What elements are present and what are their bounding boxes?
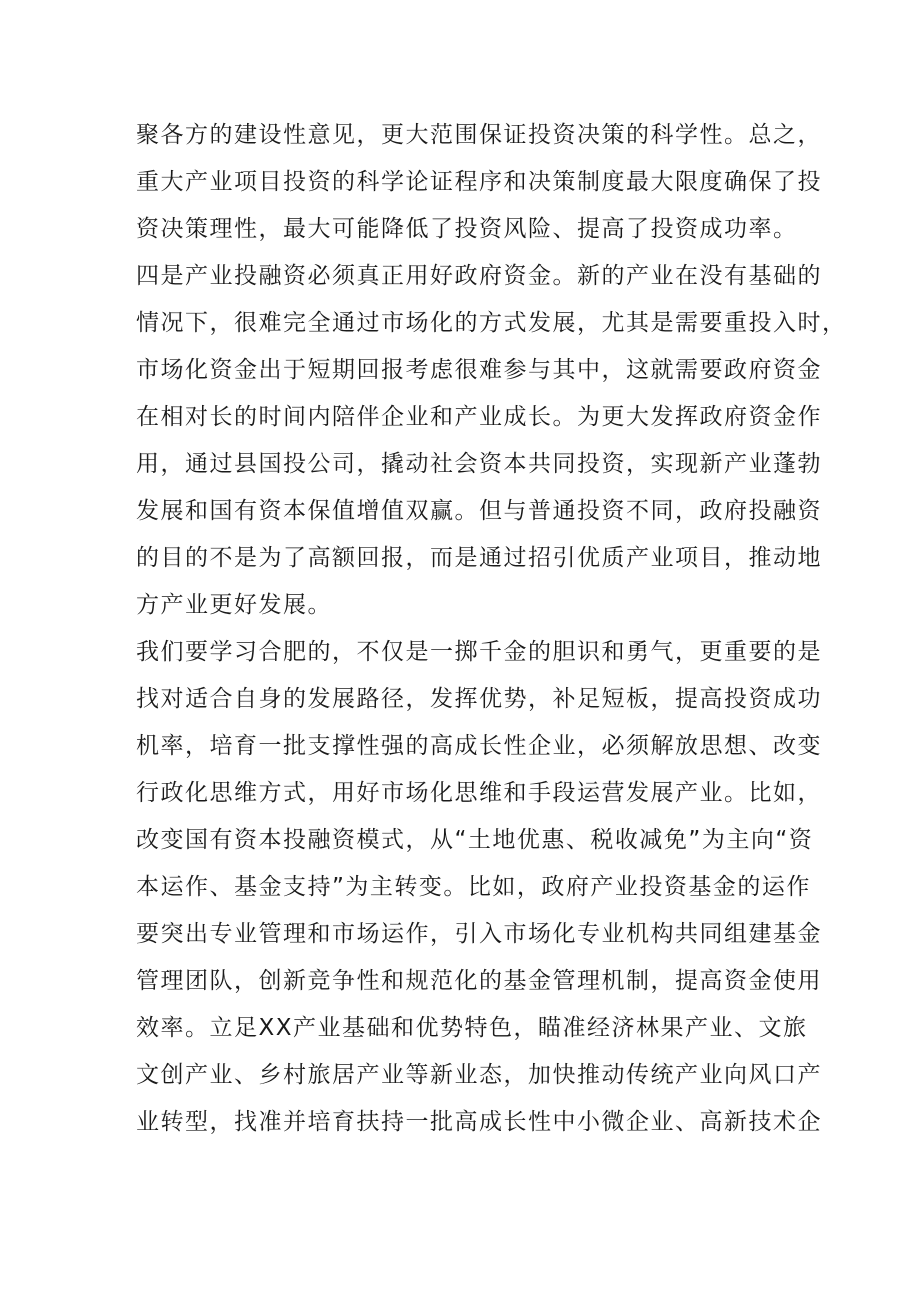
text-line: 找对适合自身的发展路径，发挥优势，补足短板，提高投资成功 (136, 686, 822, 712)
text-line: 市场化资金出于短期回报考虑很难参与其中，这就需要政府资金 (136, 357, 822, 383)
text-line: 行政化思维方式，用好市场化思维和手段运营发展产业。比如， (136, 780, 822, 806)
text-line: 在相对长的时间内陪伴企业和产业成长。为更大发挥政府资金作 (136, 404, 822, 430)
paragraph-start-line: 我们要学习合肥的，不仅是一掷千金的胆识和勇气，更重要的是 (136, 639, 822, 665)
text-line: 业转型，找准并培育扶持一批高成长性中小微企业、高新技术企 (136, 1109, 822, 1135)
text-line: 方产业更好发展。 (136, 592, 332, 618)
text-line: 用，通过县国投公司，撬动社会资本共同投资，实现新产业蓬勃 (136, 451, 822, 477)
document-body (136, 112, 847, 1146)
text-line: 本运作、基金支持”为主转变。比如，政府产业投资基金的运作 (136, 874, 811, 900)
text-line: 聚各方的建设性意见，更大范围保证投资决策的科学性。总之， (136, 122, 822, 148)
text-line: 改变国有资本投融资模式，从“土地优惠、税收减免”为主向“资 (136, 827, 814, 853)
text-line: 管理团队，创新竞争性和规范化的基金管理机制，提高资金使用 (136, 968, 822, 994)
text-line: 要突出专业管理和市场运作，引入市场化专业机构共同组建基金 (136, 921, 822, 947)
text-line: 重大产业项目投资的科学论证程序和决策制度最大限度确保了投 (136, 169, 822, 195)
text-line: 文创产业、乡村旅居产业等新业态，加快推动传统产业向风口产 (136, 1062, 822, 1088)
text-line: 情况下，很难完全通过市场化的方式发展，尤其是需要重投入时， (136, 310, 847, 336)
text-line: 发展和国有资本保值增值双赢。但与普通投资不同，政府投融资 (136, 498, 822, 524)
text-line: 的目的不是为了高额回报，而是通过招引优质产业项目，推动地 (136, 545, 822, 571)
text-line: 效率。立足XX产业基础和优势特色，瞄准经济林果产业、文旅 (136, 1015, 808, 1041)
paragraph-start-line: 四是产业投融资必须真正用好政府资金。新的产业在没有基础的 (136, 263, 822, 289)
text-line: 机率，培育一批支撑性强的高成长性企业，必须解放思想、改变 (136, 733, 822, 759)
text-line: 资决策理性，最大可能降低了投资风险、提高了投资成功率。 (136, 216, 798, 242)
